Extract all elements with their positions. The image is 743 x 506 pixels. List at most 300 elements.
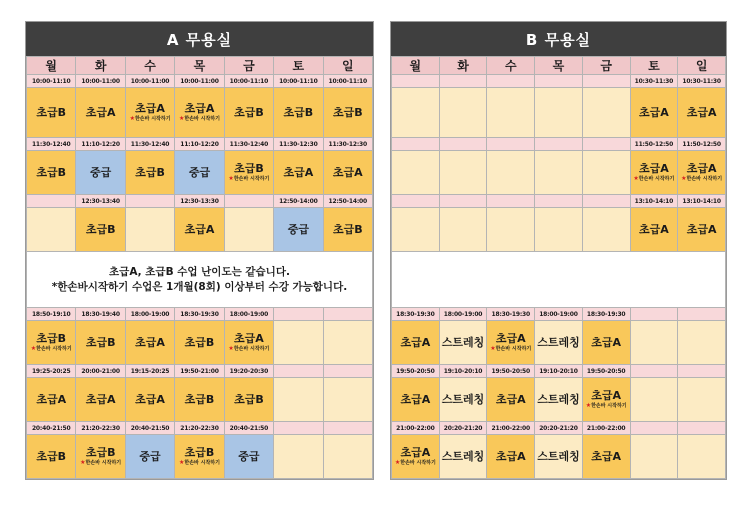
class-cell [175,321,224,365]
class-cell [487,208,535,252]
class-label: 초급B [184,392,215,406]
class-cell [274,435,323,479]
class-row [392,321,726,365]
class-cell [125,321,174,365]
class-cell [487,88,535,138]
day-header: 금 [582,57,630,75]
time-slot: 10:00-11:00 [76,75,125,88]
time-slot: 20:00-21:00 [76,365,125,378]
note-label: 한손바 시작하기 [638,175,675,182]
class-label: 초급A [591,335,622,349]
class-label: 중급 [90,165,112,179]
studio-b-title: B 무용실 [391,22,726,56]
time-slot: 11:50-12:50 [630,138,678,151]
class-cell [27,151,76,195]
star-icon: ★ [394,458,401,466]
class-label: 초급A [36,392,67,406]
time-slot [582,195,630,208]
time-slot [582,75,630,88]
note-label: 한손바 시작하기 [400,459,436,466]
one-hand-barre-note [487,345,534,353]
class-label: 초급A [184,222,215,236]
day-header: 토 [630,57,678,75]
day-header: 목 [175,57,224,75]
studio-a-schedule [26,56,373,479]
note-label: 한손바 시작하기 [36,345,72,352]
star-icon: ★ [490,344,496,352]
time-slot [487,75,535,88]
class-label: 초급A [591,449,622,463]
class-cell [224,88,273,138]
time-slot: 19:10-20:10 [439,365,487,378]
time-slot [392,75,440,88]
time-slot: 10:00-11:10 [224,75,273,88]
class-label: 중급 [238,449,260,463]
class-cell [487,378,535,422]
class-cell [125,435,174,479]
time-slot [535,75,583,88]
class-label: 초급A [332,165,363,179]
time-slot [392,195,440,208]
time-row [27,138,373,151]
star-icon: ★ [585,401,592,409]
time-slot [323,308,372,321]
time-slot: 19:15-20:25 [125,365,174,378]
class-cell [27,208,76,252]
class-row [27,208,373,252]
note-label: 한손바 시작하기 [184,115,220,122]
class-row [27,378,373,422]
class-label: 초급A [495,449,526,463]
time-slot: 21:00-22:00 [582,422,630,435]
class-label: 초급B [85,335,116,349]
class-cell [630,435,678,479]
class-cell [487,321,535,365]
class-label: 초급A [135,335,165,349]
class-cell [582,208,630,252]
time-slot: 11:30-12:30 [274,138,323,151]
time-slot: 20:20-21:20 [535,422,583,435]
day-header: 월 [27,57,76,75]
class-label: 초급A [591,388,622,402]
time-slot [323,365,372,378]
class-label: 초급B [283,105,314,119]
day-header: 금 [224,57,273,75]
class-label: 스트레칭 [441,392,485,406]
class-cell [76,208,125,252]
class-label: 초급A [686,105,717,119]
class-cell [274,208,323,252]
class-cell [392,321,440,365]
notice-cell [27,252,373,308]
one-hand-barre-note [126,115,174,123]
day-header: 월 [392,57,440,75]
class-cell [535,208,583,252]
one-hand-barre-note [76,459,124,467]
class-label: 중급 [287,222,309,236]
class-cell [175,88,224,138]
class-label: 초급A [184,101,215,115]
class-label: 초급A [686,222,717,236]
class-cell [323,435,372,479]
class-cell [439,321,487,365]
time-slot: 11:10-12:20 [76,138,125,151]
star-icon: ★ [179,458,185,466]
time-slot [224,195,273,208]
class-cell [27,435,76,479]
class-cell [125,378,174,422]
star-icon: ★ [30,344,37,352]
class-label: 초급A [283,165,314,179]
class-cell [630,208,678,252]
time-slot [630,365,678,378]
time-slot [678,365,726,378]
time-slot: 19:50-21:00 [175,365,224,378]
class-label: 초급B [332,105,363,119]
class-cell [582,435,630,479]
notice-row [27,252,373,308]
class-row [392,378,726,422]
class-label: 스트레칭 [537,392,580,406]
note-label: 한손바 시작하기 [233,345,270,352]
class-cell [439,208,487,252]
time-slot: 18:30-19:30 [582,308,630,321]
time-slot [678,422,726,435]
class-cell [27,321,76,365]
class-row [392,88,726,138]
class-cell [175,435,224,479]
time-slot: 11:50-12:50 [678,138,726,151]
time-slot: 12:30-13:30 [175,195,224,208]
class-cell [274,321,323,365]
time-slot: 10:00-11:10 [274,75,323,88]
note-label: 한손바 시작하기 [233,175,270,182]
class-cell [224,208,273,252]
class-cell [323,151,372,195]
time-slot: 21:00-22:00 [487,422,535,435]
time-slot: 11:30-12:40 [27,138,76,151]
day-header: 일 [323,57,372,75]
time-slot: 10:00-11:00 [125,75,174,88]
class-label: 초급B [85,445,116,459]
time-slot: 10:00-11:00 [175,75,224,88]
class-label: 스트레칭 [537,335,580,349]
class-label: 초급A [135,101,165,115]
class-cell [392,151,440,195]
class-cell [678,378,726,422]
class-cell [323,208,372,252]
day-header-row [392,57,726,75]
class-cell [224,378,273,422]
class-cell [125,208,174,252]
time-slot [392,138,440,151]
class-row [392,208,726,252]
class-cell [224,321,273,365]
class-cell [582,321,630,365]
time-slot: 21:20-22:30 [76,422,125,435]
time-row [392,422,726,435]
class-cell [535,88,583,138]
time-slot: 19:25-20:25 [27,365,76,378]
time-row [392,138,726,151]
class-cell [224,151,273,195]
class-label: 초급A [638,161,669,175]
class-label: 초급B [234,392,264,406]
notice-cell [392,252,726,308]
class-cell [678,151,726,195]
studio-b-panel [390,21,727,480]
time-slot: 11:30-12:40 [125,138,174,151]
time-slot: 18:00-19:00 [125,308,174,321]
one-hand-barre-note [631,175,678,183]
time-slot [487,138,535,151]
time-slot: 20:40-21:50 [125,422,174,435]
class-label: 초급A [638,222,669,236]
time-slot: 18:30-19:30 [392,308,440,321]
class-row [27,435,373,479]
time-slot [630,422,678,435]
time-slot: 10:30-11:30 [630,75,678,88]
one-hand-barre-note [27,345,75,353]
class-label: 초급A [495,392,526,406]
class-cell [439,151,487,195]
class-cell [125,88,174,138]
class-label: 초급B [36,449,67,463]
class-label: 초급A [234,331,264,345]
time-slot: 18:30-19:40 [76,308,125,321]
time-slot: 12:50-14:00 [323,195,372,208]
class-cell [175,208,224,252]
class-label: 초급B [36,165,67,179]
class-cell [535,321,583,365]
class-cell [535,151,583,195]
time-row [392,75,726,88]
class-cell [439,435,487,479]
note-label: 한손바 시작하기 [686,175,723,182]
time-slot: 20:40-21:50 [224,422,273,435]
one-hand-barre-note [678,175,725,183]
class-cell [678,208,726,252]
class-cell [175,151,224,195]
one-hand-barre-note [225,175,273,183]
class-label: 초급A [400,445,431,459]
time-row [392,365,726,378]
one-hand-barre-note [392,459,439,467]
class-cell [125,151,174,195]
day-header: 토 [274,57,323,75]
day-header: 화 [76,57,125,75]
class-label: 초급B [135,165,165,179]
class-cell [487,151,535,195]
time-slot: 13:10-14:10 [630,195,678,208]
class-cell [678,435,726,479]
star-icon: ★ [228,344,234,352]
time-row [27,75,373,88]
day-header: 수 [125,57,174,75]
class-cell [27,378,76,422]
star-icon: ★ [681,174,687,182]
class-row [392,151,726,195]
class-cell [224,435,273,479]
star-icon: ★ [228,174,234,182]
time-row [392,308,726,321]
class-label: 초급B [36,331,67,345]
class-cell [76,88,125,138]
day-header: 일 [678,57,726,75]
time-slot [535,195,583,208]
class-label: 초급A [400,392,431,406]
class-label: 중급 [188,165,211,179]
time-slot: 12:30-13:40 [76,195,125,208]
time-slot: 19:20-20:30 [224,365,273,378]
one-hand-barre-note [225,345,273,353]
class-cell [323,378,372,422]
time-slot [535,138,583,151]
class-cell [630,378,678,422]
class-cell [274,151,323,195]
time-slot: 21:00-22:00 [392,422,440,435]
class-label: 초급B [234,105,264,119]
class-cell [678,88,726,138]
class-row [27,321,373,365]
time-slot: 18:00-19:00 [439,308,487,321]
class-cell [582,151,630,195]
class-cell [323,321,372,365]
class-cell [392,88,440,138]
time-slot: 11:10-12:20 [175,138,224,151]
one-hand-barre-note [175,459,223,467]
class-row [27,88,373,138]
class-label: 초급A [686,161,717,175]
time-slot: 13:10-14:10 [678,195,726,208]
class-cell [392,208,440,252]
time-row [27,365,373,378]
class-label: 초급B [332,222,363,236]
time-slot [439,75,487,88]
time-slot [27,195,76,208]
time-slot: 11:30-12:40 [224,138,273,151]
class-cell [439,88,487,138]
notice-line-2: *한손바시작하기 수업은 1개월(8회) 이상부터 수강 가능합니다. [51,280,348,293]
time-slot: 18:00-19:00 [535,308,583,321]
time-slot: 21:20-22:30 [175,422,224,435]
one-hand-barre-note [175,115,223,123]
time-slot [323,422,372,435]
time-slot: 18:30-19:30 [487,308,535,321]
time-slot: 18:50-19:10 [27,308,76,321]
time-slot [630,308,678,321]
time-slot: 19:50-20:50 [392,365,440,378]
one-hand-barre-note [583,402,630,410]
time-slot [274,365,323,378]
studio-a-title: A 무용실 [26,22,373,56]
time-slot [125,195,174,208]
time-row [27,308,373,321]
class-cell [439,378,487,422]
star-icon: ★ [129,114,135,122]
class-cell [76,435,125,479]
time-slot [439,138,487,151]
class-row [27,151,373,195]
class-cell [175,378,224,422]
class-label: 초급A [495,331,526,345]
class-label: 초급A [400,335,431,349]
time-slot [582,138,630,151]
time-slot: 18:30-19:30 [175,308,224,321]
time-slot [678,308,726,321]
studio-a-panel [25,21,374,480]
class-label: 초급A [85,392,116,406]
time-slot: 20:40-21:50 [27,422,76,435]
class-label: 초급B [36,105,67,119]
studio-b-schedule [391,56,726,479]
class-cell [274,88,323,138]
time-slot [439,195,487,208]
class-cell [487,435,535,479]
note-label: 한손바 시작하기 [85,459,122,466]
note-label: 한손바 시작하기 [134,115,171,122]
day-header: 화 [439,57,487,75]
class-cell [630,151,678,195]
star-icon: ★ [179,114,185,122]
class-label: 초급A [638,105,669,119]
class-label: 초급B [184,335,215,349]
class-label: 초급A [135,392,165,406]
time-slot: 12:50-14:00 [274,195,323,208]
time-slot: 18:00-19:00 [224,308,273,321]
class-label: 초급B [234,161,264,175]
notice-row [392,252,726,308]
class-cell [582,88,630,138]
class-cell [274,378,323,422]
time-slot: 20:20-21:20 [439,422,487,435]
class-cell [392,378,440,422]
time-slot: 10:00-11:10 [27,75,76,88]
class-cell [582,378,630,422]
time-slot: 19:10-20:10 [535,365,583,378]
time-row [392,195,726,208]
class-label: 초급B [85,222,116,236]
time-slot: 19:50-20:50 [487,365,535,378]
day-header: 수 [487,57,535,75]
note-label: 한손바 시작하기 [591,402,627,409]
class-cell [535,378,583,422]
class-label: 스트레칭 [441,335,485,349]
class-cell [630,88,678,138]
class-label: 스트레칭 [537,449,580,463]
class-cell [27,88,76,138]
class-row [392,435,726,479]
time-row [27,195,373,208]
class-label: 중급 [139,449,161,463]
class-cell [323,88,372,138]
time-row [27,422,373,435]
day-header-row [27,57,373,75]
note-label: 한손바 시작하기 [184,459,220,466]
class-cell [535,435,583,479]
class-cell [630,321,678,365]
notice-line-1: 초급A, 초급B 수업 난이도는 같습니다. [109,265,290,278]
class-cell [76,378,125,422]
class-cell [76,321,125,365]
time-slot [487,195,535,208]
time-slot: 10:30-11:30 [678,75,726,88]
time-slot: 10:00-11:10 [323,75,372,88]
star-icon: ★ [633,174,639,182]
day-header: 목 [535,57,583,75]
class-label: 초급A [85,105,116,119]
time-slot [274,308,323,321]
